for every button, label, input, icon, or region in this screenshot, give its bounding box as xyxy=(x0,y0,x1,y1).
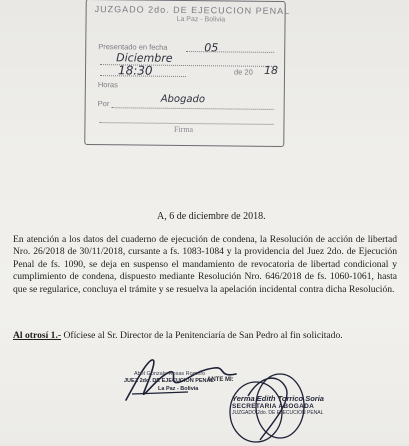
judge-seal-role: JUEZ 2do. DE EJECUCION PENAL xyxy=(124,378,214,384)
date-line: A, 6 de diciembre de 2018. xyxy=(157,211,266,222)
secretary-seal-court: JUZGADO 2do. DE EJECUCION PENAL xyxy=(232,410,324,416)
handwritten-by: Abogado xyxy=(160,93,206,106)
handwritten-time: 18:30 xyxy=(117,63,153,78)
stamp-city: La Paz - Bolivia xyxy=(176,15,226,24)
handwritten-year: 18 xyxy=(263,63,279,77)
year-prefix-label: de 20 xyxy=(233,67,253,77)
secretary-seal-name: Yerma Edith Torrico Soria xyxy=(232,394,324,403)
judge-seal-name: Abel Gonzalo Rosas Romero xyxy=(134,371,206,377)
ante-mi-label: ANTE MI: xyxy=(207,377,234,383)
stamp-title: JUZGADO 2do. DE EJECUCION PENAL xyxy=(94,4,291,17)
by-label: Por xyxy=(97,99,110,109)
handwritten-day: 05 xyxy=(204,41,219,55)
otrosi-text: Ofíciese al Sr. Director de la Penitenciaría de San Pedro al fin solicitado. xyxy=(61,330,343,341)
otrosi-label: Al otrosí 1.- xyxy=(13,330,62,341)
handwritten-month: Diciembre xyxy=(116,51,173,65)
secretary-seal xyxy=(232,394,324,416)
hours-label: Horas xyxy=(97,80,118,90)
secretary-seal-role: SECRETARIA ABOGADA xyxy=(232,403,315,410)
resolution-body: En atención a los datos del cuaderno de ejecución de condena, la Resolución de acción de libertad Nro. 26/2018 de 30/11/2018, cursante a fs. 1083-1084 y la providencia del Juez 2do. de Ejecución Penal de fs. 1090, se deja en suspenso el mandamiento de revocatoria de libertad condicional y cumplimiento de condena, dispuesto mediante Resolución Nro. 646/2018 de fs. 1060-1061, hasta que se regularice, concluya el trámite y se resuelva la apelación incidental contra dicha Resolución. xyxy=(13,234,397,295)
judge-seal-city: La Paz - Bolivia xyxy=(158,386,199,392)
day-line xyxy=(186,51,274,53)
by-line xyxy=(112,107,274,110)
presented-label: Presentado en fecha xyxy=(98,42,168,52)
otrosi-line xyxy=(13,330,343,341)
signature-label: Firma xyxy=(174,125,194,134)
